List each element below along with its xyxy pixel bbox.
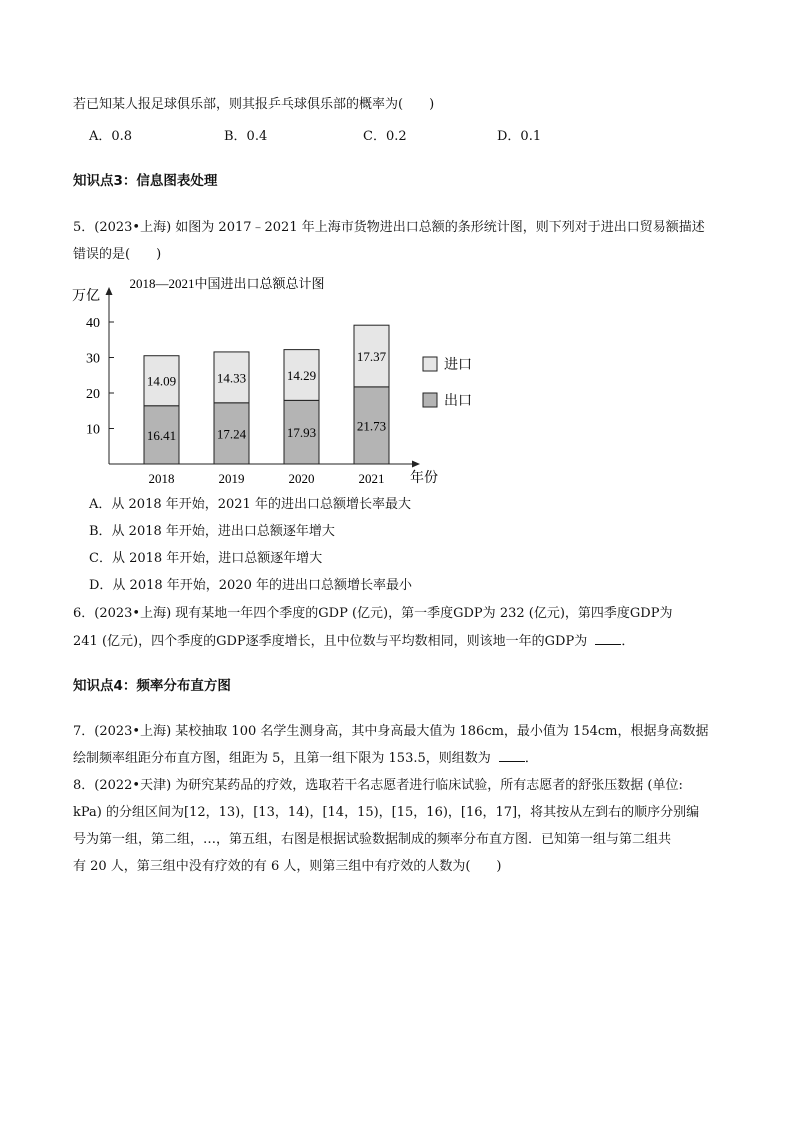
q6-answer-blank: [595, 633, 621, 645]
chart-x-axis-label: 年份: [410, 471, 438, 486]
q5-choice-a: A．从 2018 年开始，2021 年的进出口总额增长率最大: [89, 497, 411, 512]
import-export-bar-chart: [70, 268, 490, 490]
section-3-heading: 知识点3：信息图表处理: [73, 173, 218, 189]
chart-title: 2018—2021中国进出口总额总计图: [129, 276, 325, 291]
chart-y-tick-label: 30: [86, 351, 100, 367]
q5-stem-line2: 错误的是( ): [73, 247, 162, 262]
chart-y-tick-label: 10: [86, 422, 100, 438]
legend-label-import: 进口: [444, 358, 472, 373]
q8-stem-line4: 有 20 人，第三组中没有疗效的有 6 人，则第三组中有疗效的人数为( ): [73, 859, 502, 874]
chart-data-label: 17.37: [356, 349, 387, 365]
q5-stem-line1: 5．(2023•上海) 如图为 2017﹣2021 年上海市货物进出口总额的条形统计图，则下列对于进出口贸易额描述: [73, 220, 705, 235]
q7-stem-line2: 绘制频率组距分布直方图，组距为 5，且第一组下限为 153.5，则组数为 ．: [73, 751, 538, 766]
chart-data-label: 14.33: [216, 370, 247, 386]
chart-data-label: 17.93: [286, 425, 317, 441]
q7-stem-line1: 7．(2023•上海) 某校抽取 100 名学生测身高，其中身高最大值为 186cm，最小值为 154cm，根据身高数据: [73, 724, 709, 739]
chart-y-axis-label: 万亿: [72, 289, 100, 304]
section-4-heading: 知识点4：频率分布直方图: [73, 678, 231, 694]
chart-x-tick-label: 2020: [288, 471, 315, 486]
chart-y-tick-label: 40: [86, 316, 100, 331]
q7-answer-blank: [499, 750, 525, 762]
q4-option-c: C．0.2: [363, 129, 407, 144]
chart-x-tick-label: 2021: [358, 471, 385, 486]
chart-x-axis-arrow: [412, 461, 420, 468]
q5-choice-d: D．从 2018 年开始，2020 年的进出口总额增长率最小: [89, 578, 412, 593]
q6-stem-line2: 241 (亿元)，四个季度的GDP逐季度增长，且中位数与平均数相同，则该地一年的GDP为 ．: [73, 634, 635, 649]
q6-stem-text: 241 (亿元)，四个季度的GDP逐季度增长，且中位数与平均数相同，则该地一年的GDP为: [73, 634, 592, 649]
q4-option-d: D．0.1: [497, 129, 542, 144]
chart-data-label: 17.24: [216, 426, 247, 442]
legend-label-export: 出口: [444, 394, 472, 409]
q8-stem-line1: 8．(2022•天津) 为研究某药品的疗效，选取若干名志愿者进行临床试验，所有志愿者的舒张压数据 (单位:: [73, 778, 683, 793]
legend-swatch-import: [423, 357, 437, 371]
q4-option-b: B．0.4: [224, 129, 268, 144]
q6-stem-line1: 6．(2023•上海) 现有某地一年四个季度的GDP (亿元)，第一季度GDP为 232 (亿元)，第四季度GDP为: [73, 606, 673, 621]
chart-data-label: 14.09: [146, 373, 177, 389]
chart-data-label: 14.29: [286, 367, 317, 383]
q8-stem-line2: kPa) 的分组区间为[12，13)，[13，14)，[14，15)，[15，16)，[16，17]，将其按从左到右的顺序分别编: [73, 805, 700, 820]
chart-x-tick-label: 2019: [218, 471, 245, 486]
chart-data-label: 21.73: [356, 418, 387, 434]
q5-choice-c: C．从 2018 年开始，进口总额逐年增大: [89, 551, 323, 566]
q8-stem-line3: 号为第一组，第二组，…，第五组，右图是根据试验数据制成的频率分布直方图．已知第一组与第二组共: [73, 832, 672, 847]
chart-x-tick-label: 2018: [148, 471, 175, 486]
q4-stem: 若已知某人报足球俱乐部，则其报乒乓球俱乐部的概率为( ): [73, 97, 435, 112]
q4-option-a: A．0.8: [89, 129, 133, 144]
q7-stem-text: 绘制频率组距分布直方图，组距为 5，且第一组下限为 153.5，则组数为: [73, 751, 495, 766]
q5-choice-b: B．从 2018 年开始，进出口总额逐年增大: [89, 524, 335, 539]
chart-y-tick-label: 20: [86, 387, 100, 402]
chart-data-label: 16.41: [146, 427, 177, 443]
chart-y-axis-arrow: [106, 287, 113, 295]
legend-swatch-export: [423, 393, 437, 407]
